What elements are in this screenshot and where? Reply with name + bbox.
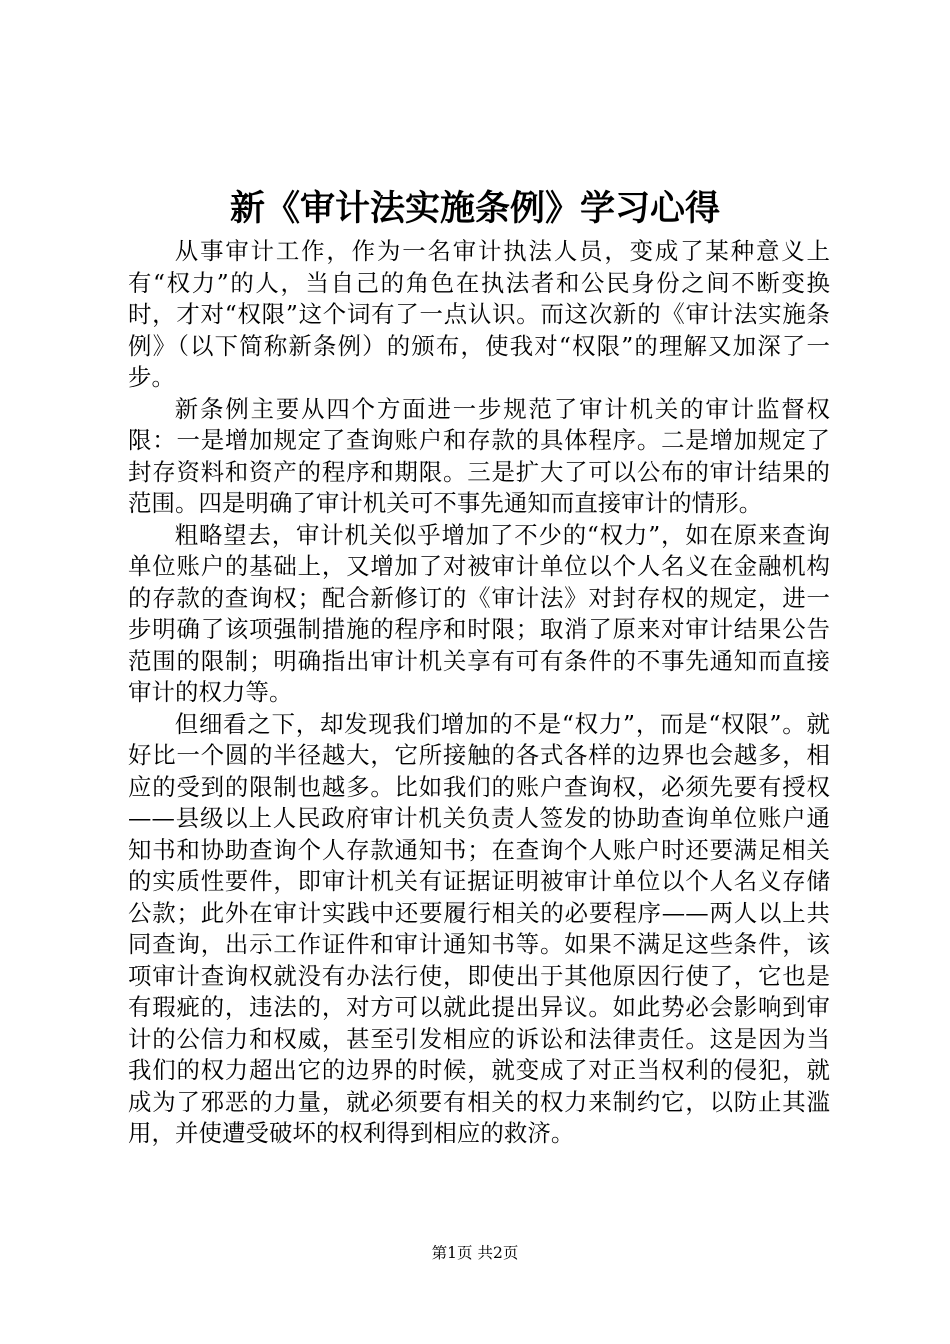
paragraph-3: 粗略望去，审计机关似乎增加了不少的“权力”，如在原来查询单位账户的基础上，又增加了对被审计单位以个人名义在金融机构的存款的查询权；配合新修订的《审计法》对封存权的规定，进一步明确了该项强制措施的程序和时限；取消了原来对审计结果公告范围的限制；明确指出审计机关享有可有条件的不事先通知而直接审计的权力等。 [128, 520, 830, 706]
document-title: 新《审计法实施条例》学习心得 [229, 188, 720, 229]
paragraph-1: 从事审计工作，作为一名审计执法人员，变成了某种意义上有“权力”的人，当自己的角色在执法者和公民身份之间不断变换时，才对“权限”这个词有了一点认识。而这次新的《审计法实施条例》（以下简称新条例）的颁布，使我对“权限”的理解又加深了一步。 [128, 237, 830, 391]
page-number-footer: 第1页 共2页 [431, 1244, 519, 1262]
paragraph-2: 新条例主要从四个方面进一步规范了审计机关的审计监督权限：一是增加规定了查询账户和存款的具体程序。二是增加规定了封存资料和资产的程序和期限。三是扩大了可以公布的审计结果的范围。四是明确了审计机关可不事先通知而直接审计的情形。 [128, 394, 830, 517]
paragraph-4: 但细看之下，却发现我们增加的不是“权力”，而是“权限”。就好比一个圆的半径越大，它所接触的各式各样的边界也会越多，相应的受到的限制也越多。比如我们的账户查询权，必须先要有授权——县级以上人民政府审计机关负责人签发的协助查询单位账户通知书和协助查询个人存款通知书；在查询个人账户时还要满足相关的实质性要件，即审计机关有证据证明被审计单位以个人名义存储公款；此外在审计实践中还要履行相关的必要程序——两人以上共同查询，出示工作证件和审计通知书等。如果不满足这些条件，该项审计查询权就没有办法行使，即使出于其他原因行使了，它也是有瑕疵的，违法的，对方可以就此提出异议。如此势必会影响到审计的公信力和权威，甚至引发相应的诉讼和法律责任。这是因为当我们的权力超出它的边界的时候，就变成了对正当权利的侵犯，就成为了邪恶的力量，就必须要有相关的权力来制约它，以防止其滥用，并使遭受破坏的权利得到相应的救济。 [128, 709, 830, 1147]
document-body [128, 236, 830, 1150]
